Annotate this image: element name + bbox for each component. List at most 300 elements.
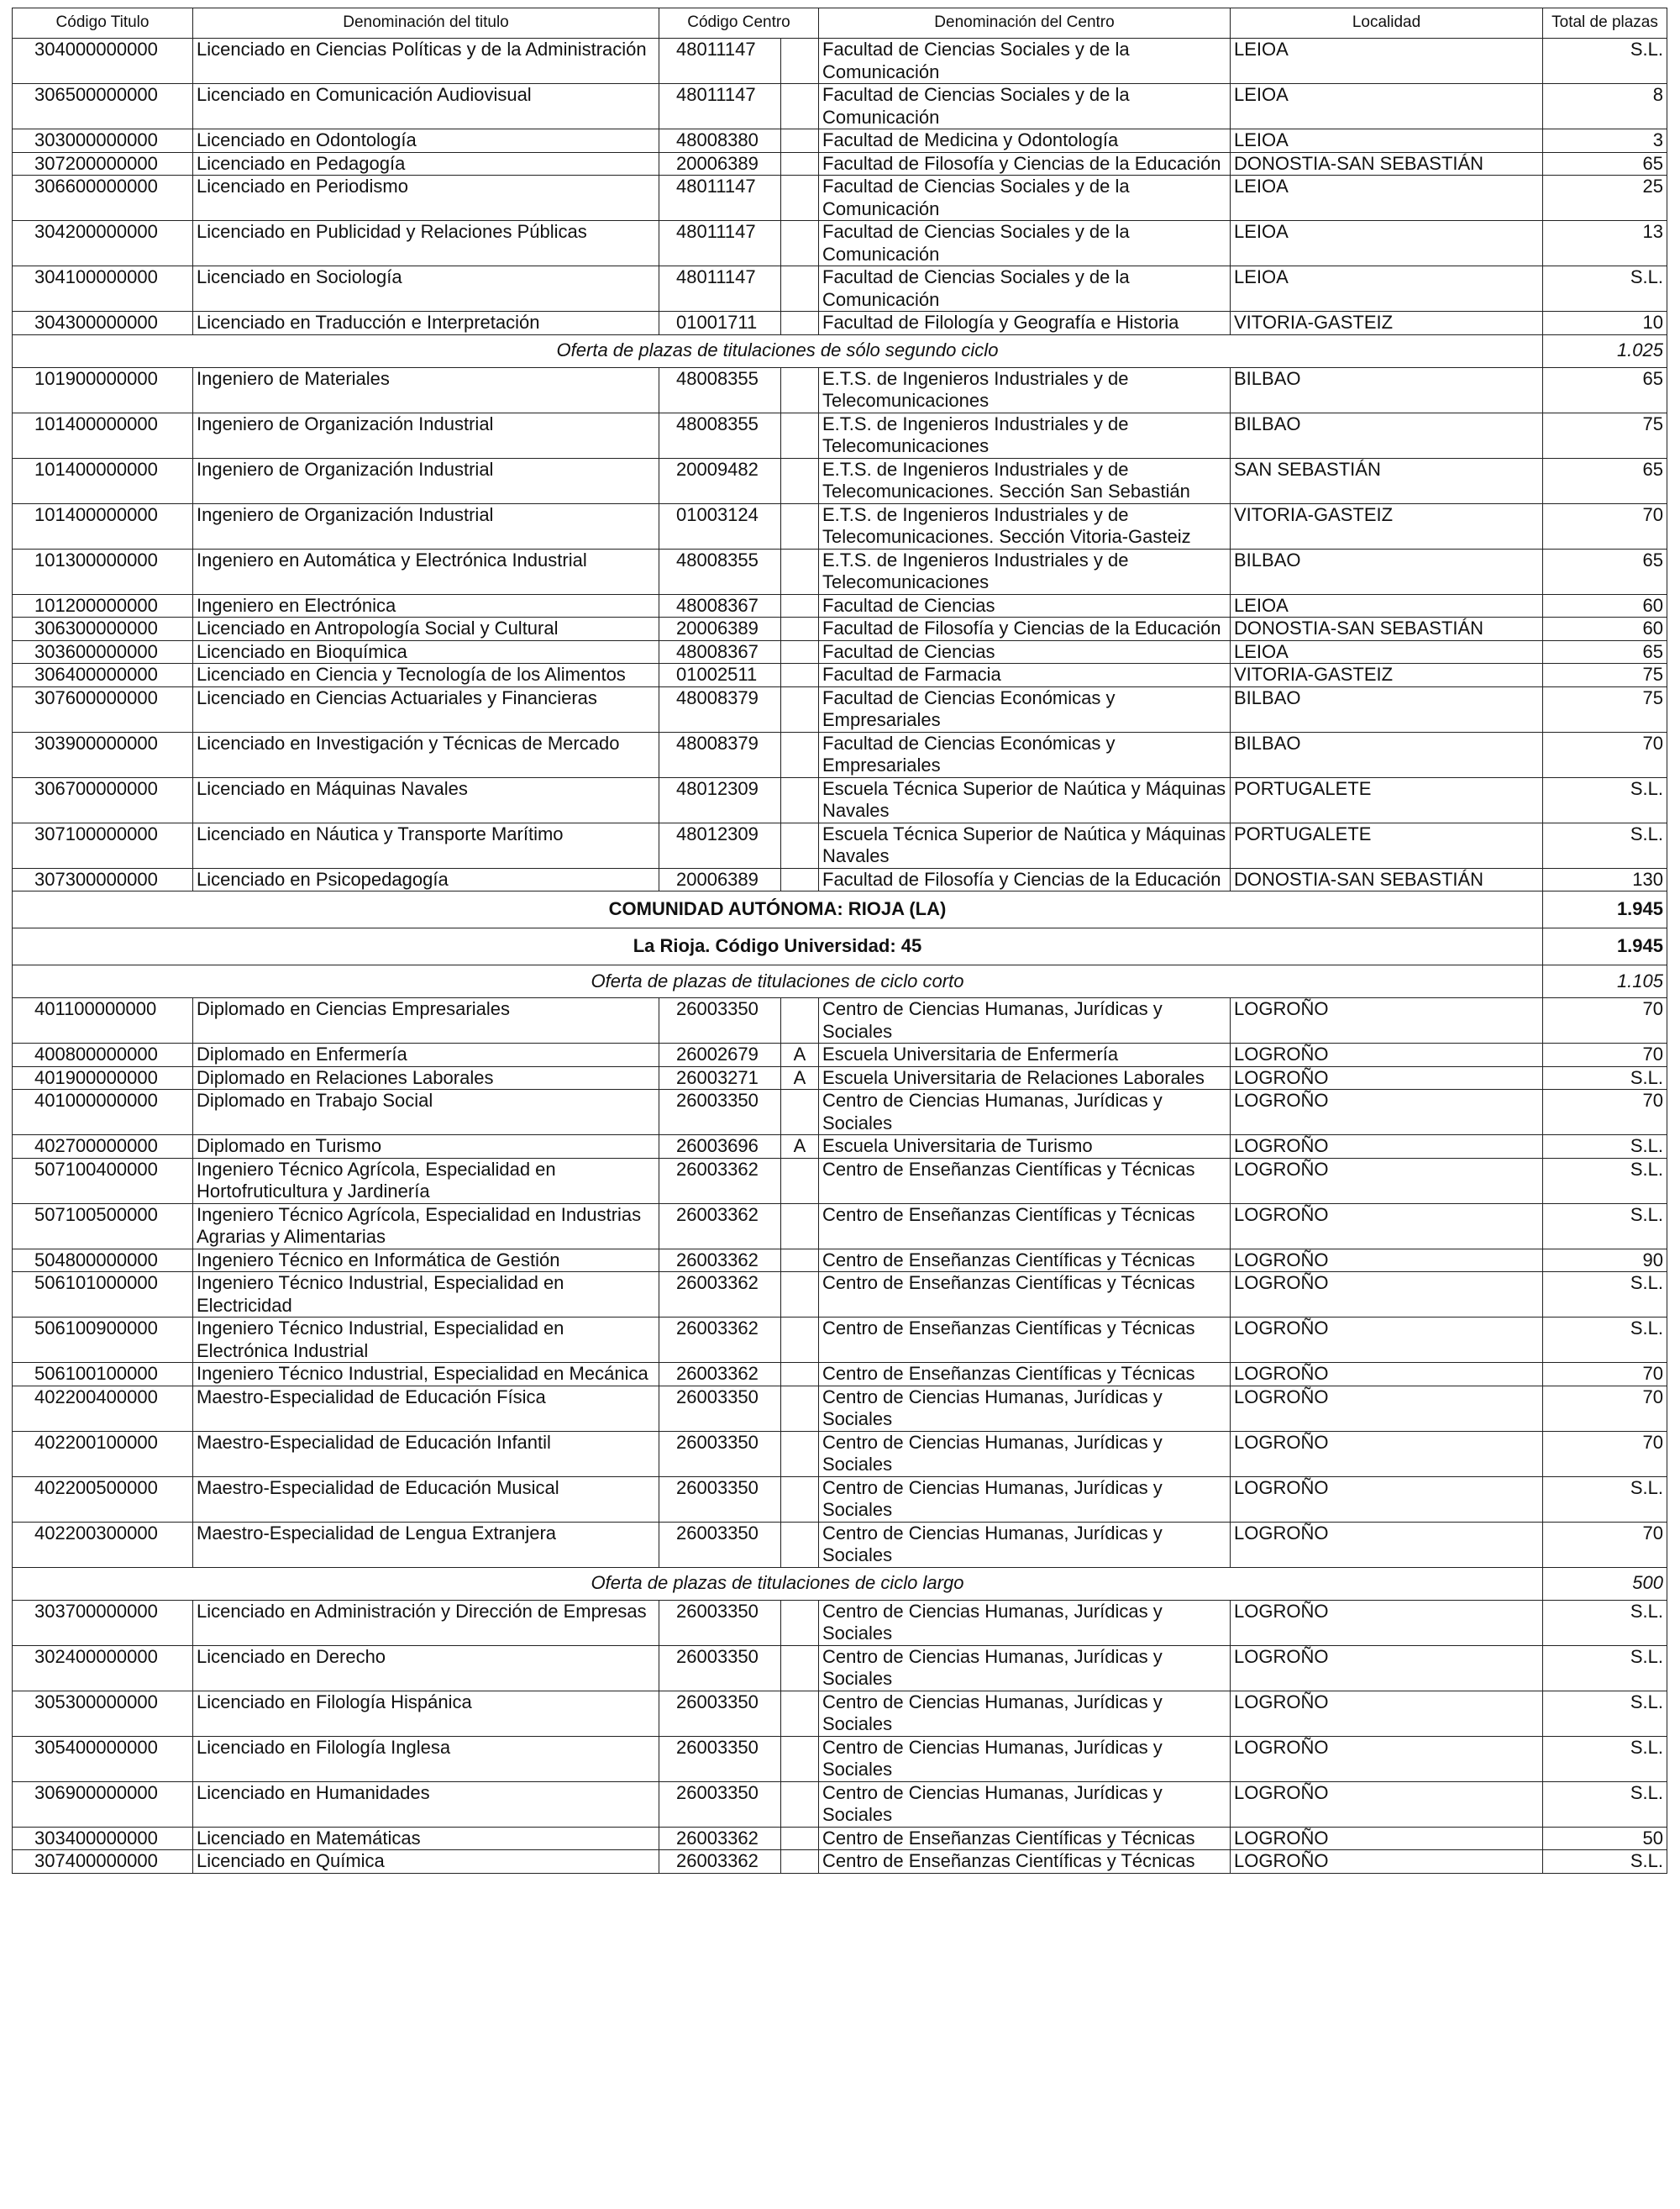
flag-cell: [781, 1736, 819, 1781]
localidad-cell: LOGROÑO: [1231, 1476, 1543, 1522]
total-plazas-cell: 75: [1543, 686, 1667, 732]
codigo-titulo-cell: 302400000000: [13, 1645, 193, 1691]
flag-cell: [781, 1827, 819, 1850]
denominacion-centro-cell: E.T.S. de Ingenieros Industriales y de Telecomunicaciones. Sección San Sebastián: [819, 458, 1231, 503]
localidad-cell: LOGROÑO: [1231, 1827, 1543, 1850]
total-plazas-cell: 70: [1543, 1522, 1667, 1567]
total-plazas-cell: 70: [1543, 998, 1667, 1044]
denominacion-centro-cell: Centro de Enseñanzas Científicas y Técnicas: [819, 1249, 1231, 1272]
denominacion-centro-cell: E.T.S. de Ingenieros Industriales y de Telecomunicaciones: [819, 549, 1231, 594]
total-plazas-cell: S.L.: [1543, 266, 1667, 312]
localidad-cell: VITORIA-GASTEIZ: [1231, 503, 1543, 549]
codigo-titulo-cell: 507100400000: [13, 1158, 193, 1203]
denominacion-titulo-cell: Licenciado en Odontología: [193, 129, 659, 153]
total-plazas-cell: 70: [1543, 1363, 1667, 1386]
denominacion-titulo-cell: Ingeniero Técnico Industrial, Especialidad en Electrónica Industrial: [193, 1318, 659, 1363]
localidad-cell: LEIOA: [1231, 266, 1543, 312]
localidad-cell: LOGROÑO: [1231, 1850, 1543, 1874]
codigo-centro-cell: 48008355: [659, 413, 781, 458]
codigo-centro-cell: 26003362: [659, 1249, 781, 1272]
table-row: [13, 1363, 1667, 1386]
flag-cell: [781, 664, 819, 687]
denominacion-centro-cell: Facultad de Ciencias: [819, 640, 1231, 664]
flag-cell: [781, 549, 819, 594]
flag-cell: [781, 39, 819, 84]
denominacion-centro-cell: Centro de Ciencias Humanas, Jurídicas y Sociales: [819, 1691, 1231, 1736]
total-plazas-cell: 70: [1543, 1386, 1667, 1431]
table-row: [13, 129, 1667, 153]
total-plazas-cell: 13: [1543, 221, 1667, 266]
denominacion-titulo-cell: Ingeniero de Materiales: [193, 367, 659, 413]
total-plazas-cell: 70: [1543, 1431, 1667, 1476]
codigo-centro-cell: 48011147: [659, 266, 781, 312]
table-row: [13, 152, 1667, 176]
denominacion-titulo-cell: Licenciado en Derecho: [193, 1645, 659, 1691]
total-plazas-cell: S.L.: [1543, 823, 1667, 868]
codigo-titulo-cell: 303600000000: [13, 640, 193, 664]
total-plazas-cell: 75: [1543, 664, 1667, 687]
total-plazas-cell: S.L.: [1543, 39, 1667, 84]
denominacion-titulo-cell: Licenciado en Máquinas Navales: [193, 777, 659, 823]
denominacion-titulo-cell: Ingeniero Técnico Industrial, Especialidad en Mecánica: [193, 1363, 659, 1386]
denominacion-centro-cell: Centro de Enseñanzas Científicas y Técnicas: [819, 1272, 1231, 1318]
denominacion-centro-cell: Centro de Ciencias Humanas, Jurídicas y Sociales: [819, 1522, 1231, 1567]
localidad-cell: LOGROÑO: [1231, 1158, 1543, 1203]
localidad-cell: LOGROÑO: [1231, 1736, 1543, 1781]
denominacion-centro-cell: Escuela Universitaria de Enfermería: [819, 1044, 1231, 1067]
total-plazas-cell: S.L.: [1543, 1781, 1667, 1827]
localidad-cell: PORTUGALETE: [1231, 777, 1543, 823]
table-row: [13, 1272, 1667, 1318]
codigo-centro-cell: 48011147: [659, 221, 781, 266]
denominacion-titulo-cell: Ingeniero en Electrónica: [193, 594, 659, 618]
localidad-cell: LOGROÑO: [1231, 1135, 1543, 1159]
codigo-titulo-cell: 402200300000: [13, 1522, 193, 1567]
denominacion-titulo-cell: Licenciado en Sociología: [193, 266, 659, 312]
codigo-centro-cell: 26003350: [659, 1781, 781, 1827]
codigo-titulo-cell: 101400000000: [13, 458, 193, 503]
flag-cell: [781, 503, 819, 549]
total-plazas-cell: 65: [1543, 640, 1667, 664]
flag-cell: [781, 1431, 819, 1476]
codigo-titulo-cell: 402700000000: [13, 1135, 193, 1159]
codigo-titulo-cell: 306500000000: [13, 84, 193, 129]
codigo-titulo-cell: 304200000000: [13, 221, 193, 266]
codigo-centro-cell: 48008379: [659, 732, 781, 777]
table-row: [13, 618, 1667, 641]
flag-cell: [781, 1476, 819, 1522]
codigo-titulo-cell: 401900000000: [13, 1066, 193, 1090]
codigo-centro-cell: 48008355: [659, 549, 781, 594]
total-plazas-cell: 130: [1543, 868, 1667, 891]
total-plazas-cell: 65: [1543, 458, 1667, 503]
codigo-centro-cell: 26003362: [659, 1318, 781, 1363]
denominacion-centro-cell: Facultad de Filosofía y Ciencias de la Educación: [819, 868, 1231, 891]
table-row: [13, 1090, 1667, 1135]
denominacion-centro-cell: Facultad de Ciencias Sociales y de la Comunicación: [819, 39, 1231, 84]
codigo-titulo-cell: 101400000000: [13, 503, 193, 549]
table-row: [13, 664, 1667, 687]
flag-cell: [781, 367, 819, 413]
localidad-cell: DONOSTIA-SAN SEBASTIÁN: [1231, 868, 1543, 891]
subsection-label: Oferta de plazas de titulaciones de sólo segundo ciclo: [13, 334, 1543, 367]
total-plazas-cell: 70: [1543, 732, 1667, 777]
table-row: [13, 1158, 1667, 1203]
codigo-centro-cell: 48008379: [659, 686, 781, 732]
denominacion-centro-cell: Facultad de Ciencias Sociales y de la Comunicación: [819, 221, 1231, 266]
codigo-titulo-cell: 307600000000: [13, 686, 193, 732]
codigo-centro-cell: 26003350: [659, 1431, 781, 1476]
total-plazas-cell: 70: [1543, 1090, 1667, 1135]
denominacion-centro-cell: Facultad de Filología y Geografía e Historia: [819, 312, 1231, 335]
flag-cell: [781, 1386, 819, 1431]
total-plazas-cell: S.L.: [1543, 1600, 1667, 1645]
denominacion-titulo-cell: Licenciado en Ciencias Políticas y de la Administración: [193, 39, 659, 84]
localidad-cell: LOGROÑO: [1231, 1203, 1543, 1249]
section-header-row: [13, 891, 1667, 928]
table-row: [13, 1850, 1667, 1874]
table-header-row: [13, 8, 1667, 39]
denominacion-titulo-cell: Ingeniero Técnico Agrícola, Especialidad en Industrias Agrarias y Alimentarias: [193, 1203, 659, 1249]
table-row: [13, 1600, 1667, 1645]
table-row: [13, 503, 1667, 549]
table-row: [13, 367, 1667, 413]
codigo-centro-cell: 26003362: [659, 1203, 781, 1249]
flag-cell: [781, 413, 819, 458]
codigo-titulo-cell: 305400000000: [13, 1736, 193, 1781]
codigo-centro-cell: 26003350: [659, 1691, 781, 1736]
denominacion-titulo-cell: Maestro-Especialidad de Educación Musical: [193, 1476, 659, 1522]
table-row: [13, 458, 1667, 503]
denominacion-titulo-cell: Ingeniero de Organización Industrial: [193, 503, 659, 549]
flag-cell: [781, 152, 819, 176]
flag-cell: [781, 777, 819, 823]
flag-cell: [781, 1203, 819, 1249]
table-row: [13, 1066, 1667, 1090]
denominacion-centro-cell: Centro de Enseñanzas Científicas y Técnicas: [819, 1158, 1231, 1203]
denominacion-titulo-cell: Ingeniero en Automática y Electrónica Industrial: [193, 549, 659, 594]
localidad-cell: VITORIA-GASTEIZ: [1231, 312, 1543, 335]
table-row: [13, 1249, 1667, 1272]
plazas-table: [12, 8, 1667, 1874]
denominacion-centro-cell: Facultad de Ciencias Sociales y de la Comunicación: [819, 266, 1231, 312]
table-row: [13, 777, 1667, 823]
localidad-cell: LOGROÑO: [1231, 1044, 1543, 1067]
table-row: [13, 176, 1667, 221]
denominacion-centro-cell: Centro de Enseñanzas Científicas y Técnicas: [819, 1203, 1231, 1249]
header-total-plazas: Total de plazas: [1543, 8, 1667, 39]
denominacion-titulo-cell: Diplomado en Enfermería: [193, 1044, 659, 1067]
subsection-label: Oferta de plazas de titulaciones de ciclo largo: [13, 1567, 1543, 1600]
flag-cell: [781, 640, 819, 664]
codigo-centro-cell: 26003362: [659, 1272, 781, 1318]
denominacion-centro-cell: Centro de Enseñanzas Científicas y Técnicas: [819, 1850, 1231, 1874]
section-total: 1.945: [1543, 891, 1667, 928]
denominacion-titulo-cell: Licenciado en Ciencia y Tecnología de los Alimentos: [193, 664, 659, 687]
flag-cell: [781, 594, 819, 618]
codigo-centro-cell: 26003696: [659, 1135, 781, 1159]
total-plazas-cell: S.L.: [1543, 1736, 1667, 1781]
codigo-centro-cell: 26003271: [659, 1066, 781, 1090]
flag-cell: [781, 618, 819, 641]
total-plazas-cell: S.L.: [1543, 1135, 1667, 1159]
localidad-cell: LOGROÑO: [1231, 1090, 1543, 1135]
total-plazas-cell: 3: [1543, 129, 1667, 153]
codigo-titulo-cell: 101200000000: [13, 594, 193, 618]
localidad-cell: BILBAO: [1231, 413, 1543, 458]
flag-cell: [781, 266, 819, 312]
table-row: [13, 732, 1667, 777]
codigo-titulo-cell: 306300000000: [13, 618, 193, 641]
codigo-titulo-cell: 303900000000: [13, 732, 193, 777]
codigo-centro-cell: 26002679: [659, 1044, 781, 1067]
denominacion-centro-cell: Facultad de Ciencias Sociales y de la Comunicación: [819, 84, 1231, 129]
codigo-centro-cell: 48008380: [659, 129, 781, 153]
total-plazas-cell: 65: [1543, 367, 1667, 413]
codigo-titulo-cell: 304100000000: [13, 266, 193, 312]
denominacion-titulo-cell: Diplomado en Relaciones Laborales: [193, 1066, 659, 1090]
codigo-centro-cell: 48011147: [659, 39, 781, 84]
denominacion-centro-cell: Centro de Ciencias Humanas, Jurídicas y Sociales: [819, 998, 1231, 1044]
codigo-titulo-cell: 306700000000: [13, 777, 193, 823]
denominacion-titulo-cell: Licenciado en Antropología Social y Cultural: [193, 618, 659, 641]
denominacion-centro-cell: Centro de Ciencias Humanas, Jurídicas y Sociales: [819, 1476, 1231, 1522]
codigo-centro-cell: 26003350: [659, 1645, 781, 1691]
flag-cell: [781, 1600, 819, 1645]
subsection-row: [13, 1567, 1667, 1600]
flag-cell: [781, 1272, 819, 1318]
flag-cell: [781, 312, 819, 335]
denominacion-centro-cell: Facultad de Filosofía y Ciencias de la Educación: [819, 618, 1231, 641]
codigo-titulo-cell: 401100000000: [13, 998, 193, 1044]
localidad-cell: LEIOA: [1231, 129, 1543, 153]
denominacion-titulo-cell: Ingeniero de Organización Industrial: [193, 413, 659, 458]
flag-cell: A: [781, 1066, 819, 1090]
table-body: [13, 39, 1667, 1874]
denominacion-centro-cell: Facultad de Filosofía y Ciencias de la Educación: [819, 152, 1231, 176]
codigo-titulo-cell: 504800000000: [13, 1249, 193, 1272]
flag-cell: [781, 1781, 819, 1827]
codigo-centro-cell: 20006389: [659, 618, 781, 641]
codigo-centro-cell: 48008367: [659, 640, 781, 664]
denominacion-titulo-cell: Licenciado en Traducción e Interpretación: [193, 312, 659, 335]
flag-cell: [781, 176, 819, 221]
flag-cell: [781, 732, 819, 777]
codigo-titulo-cell: 401000000000: [13, 1090, 193, 1135]
codigo-centro-cell: 26003350: [659, 1476, 781, 1522]
localidad-cell: LEIOA: [1231, 84, 1543, 129]
denominacion-titulo-cell: Licenciado en Comunicación Audiovisual: [193, 84, 659, 129]
flag-cell: [781, 1850, 819, 1874]
table-row: [13, 1135, 1667, 1159]
denominacion-titulo-cell: Diplomado en Turismo: [193, 1135, 659, 1159]
codigo-titulo-cell: 307100000000: [13, 823, 193, 868]
total-plazas-cell: S.L.: [1543, 777, 1667, 823]
table-row: [13, 686, 1667, 732]
codigo-centro-cell: 26003362: [659, 1363, 781, 1386]
localidad-cell: LOGROÑO: [1231, 1272, 1543, 1318]
codigo-centro-cell: 48012309: [659, 777, 781, 823]
codigo-titulo-cell: 400800000000: [13, 1044, 193, 1067]
codigo-centro-cell: 26003362: [659, 1158, 781, 1203]
localidad-cell: VITORIA-GASTEIZ: [1231, 664, 1543, 687]
codigo-centro-cell: 48008355: [659, 367, 781, 413]
denominacion-centro-cell: Centro de Ciencias Humanas, Jurídicas y Sociales: [819, 1386, 1231, 1431]
localidad-cell: DONOSTIA-SAN SEBASTIÁN: [1231, 152, 1543, 176]
denominacion-titulo-cell: Maestro-Especialidad de Educación Infantil: [193, 1431, 659, 1476]
denominacion-centro-cell: Centro de Ciencias Humanas, Jurídicas y Sociales: [819, 1431, 1231, 1476]
total-plazas-cell: 50: [1543, 1827, 1667, 1850]
denominacion-centro-cell: Centro de Ciencias Humanas, Jurídicas y Sociales: [819, 1645, 1231, 1691]
denominacion-centro-cell: Facultad de Ciencias Económicas y Empresariales: [819, 732, 1231, 777]
subsection-total: 1.105: [1543, 965, 1667, 998]
denominacion-titulo-cell: Diplomado en Ciencias Empresariales: [193, 998, 659, 1044]
section-label: La Rioja. Código Universidad: 45: [13, 928, 1543, 965]
denominacion-titulo-cell: Licenciado en Humanidades: [193, 1781, 659, 1827]
codigo-titulo-cell: 506100900000: [13, 1318, 193, 1363]
codigo-centro-cell: 20006389: [659, 152, 781, 176]
localidad-cell: LOGROÑO: [1231, 1249, 1543, 1272]
total-plazas-cell: 70: [1543, 1044, 1667, 1067]
denominacion-titulo-cell: Licenciado en Investigación y Técnicas de Mercado: [193, 732, 659, 777]
denominacion-titulo-cell: Licenciado en Periodismo: [193, 176, 659, 221]
localidad-cell: LOGROÑO: [1231, 1066, 1543, 1090]
localidad-cell: LOGROÑO: [1231, 1318, 1543, 1363]
total-plazas-cell: 8: [1543, 84, 1667, 129]
total-plazas-cell: S.L.: [1543, 1066, 1667, 1090]
table-row: [13, 39, 1667, 84]
codigo-titulo-cell: 303400000000: [13, 1827, 193, 1850]
flag-cell: [781, 998, 819, 1044]
codigo-centro-cell: 26003350: [659, 1600, 781, 1645]
table-row: [13, 413, 1667, 458]
denominacion-centro-cell: Facultad de Farmacia: [819, 664, 1231, 687]
codigo-titulo-cell: 303700000000: [13, 1600, 193, 1645]
denominacion-centro-cell: E.T.S. de Ingenieros Industriales y de Telecomunicaciones. Sección Vitoria-Gasteiz: [819, 503, 1231, 549]
header-codigo-centro: Código Centro: [659, 8, 819, 39]
denominacion-centro-cell: Centro de Ciencias Humanas, Jurídicas y Sociales: [819, 1090, 1231, 1135]
denominacion-titulo-cell: Licenciado en Náutica y Transporte Marítimo: [193, 823, 659, 868]
codigo-titulo-cell: 306900000000: [13, 1781, 193, 1827]
codigo-centro-cell: 48011147: [659, 84, 781, 129]
subsection-row: [13, 965, 1667, 998]
denominacion-titulo-cell: Ingeniero Técnico Agrícola, Especialidad en Hortofruticultura y Jardinería: [193, 1158, 659, 1203]
denominacion-centro-cell: Centro de Ciencias Humanas, Jurídicas y Sociales: [819, 1600, 1231, 1645]
denominacion-centro-cell: Facultad de Ciencias Sociales y de la Comunicación: [819, 176, 1231, 221]
codigo-centro-cell: 26003350: [659, 1090, 781, 1135]
total-plazas-cell: S.L.: [1543, 1476, 1667, 1522]
codigo-centro-cell: 01002511: [659, 664, 781, 687]
denominacion-titulo-cell: Licenciado en Publicidad y Relaciones Públicas: [193, 221, 659, 266]
denominacion-centro-cell: E.T.S. de Ingenieros Industriales y de Telecomunicaciones: [819, 367, 1231, 413]
table-row: [13, 1736, 1667, 1781]
localidad-cell: DONOSTIA-SAN SEBASTIÁN: [1231, 618, 1543, 641]
localidad-cell: LOGROÑO: [1231, 1522, 1543, 1567]
table-row: [13, 1318, 1667, 1363]
localidad-cell: LEIOA: [1231, 640, 1543, 664]
denominacion-centro-cell: E.T.S. de Ingenieros Industriales y de Telecomunicaciones: [819, 413, 1231, 458]
flag-cell: [781, 1158, 819, 1203]
table-row: [13, 84, 1667, 129]
total-plazas-cell: S.L.: [1543, 1272, 1667, 1318]
codigo-centro-cell: 48008367: [659, 594, 781, 618]
codigo-titulo-cell: 303000000000: [13, 129, 193, 153]
denominacion-titulo-cell: Licenciado en Matemáticas: [193, 1827, 659, 1850]
localidad-cell: LEIOA: [1231, 176, 1543, 221]
codigo-titulo-cell: 307300000000: [13, 868, 193, 891]
section-total: 1.945: [1543, 928, 1667, 965]
codigo-centro-cell: 26003350: [659, 1736, 781, 1781]
total-plazas-cell: 25: [1543, 176, 1667, 221]
denominacion-titulo-cell: Ingeniero de Organización Industrial: [193, 458, 659, 503]
table-row: [13, 1691, 1667, 1736]
denominacion-titulo-cell: Licenciado en Ciencias Actuariales y Financieras: [193, 686, 659, 732]
total-plazas-cell: 60: [1543, 594, 1667, 618]
denominacion-centro-cell: Centro de Enseñanzas Científicas y Técnicas: [819, 1363, 1231, 1386]
denominacion-centro-cell: Centro de Ciencias Humanas, Jurídicas y Sociales: [819, 1781, 1231, 1827]
codigo-centro-cell: 48012309: [659, 823, 781, 868]
codigo-centro-cell: 48011147: [659, 176, 781, 221]
denominacion-centro-cell: Escuela Técnica Superior de Naútica y Máquinas Navales: [819, 823, 1231, 868]
codigo-titulo-cell: 506101000000: [13, 1272, 193, 1318]
total-plazas-cell: 90: [1543, 1249, 1667, 1272]
table-row: [13, 266, 1667, 312]
localidad-cell: LEIOA: [1231, 221, 1543, 266]
denominacion-titulo-cell: Licenciado en Psicopedagogía: [193, 868, 659, 891]
localidad-cell: SAN SEBASTIÁN: [1231, 458, 1543, 503]
denominacion-titulo-cell: Licenciado en Química: [193, 1850, 659, 1874]
denominacion-titulo-cell: Diplomado en Trabajo Social: [193, 1090, 659, 1135]
codigo-centro-cell: 26003350: [659, 998, 781, 1044]
flag-cell: [781, 1363, 819, 1386]
table-row: [13, 594, 1667, 618]
flag-cell: [781, 1249, 819, 1272]
subsection-label: Oferta de plazas de titulaciones de ciclo corto: [13, 965, 1543, 998]
localidad-cell: LOGROÑO: [1231, 1691, 1543, 1736]
denominacion-centro-cell: Facultad de Ciencias: [819, 594, 1231, 618]
table-row: [13, 1476, 1667, 1522]
header-localidad: Localidad: [1231, 8, 1543, 39]
codigo-titulo-cell: 307200000000: [13, 152, 193, 176]
header-denominacion-titulo: Denominación del titulo: [193, 8, 659, 39]
denominacion-titulo-cell: Maestro-Especialidad de Lengua Extranjera: [193, 1522, 659, 1567]
localidad-cell: LOGROÑO: [1231, 1781, 1543, 1827]
localidad-cell: LEIOA: [1231, 594, 1543, 618]
denominacion-centro-cell: Centro de Enseñanzas Científicas y Técnicas: [819, 1318, 1231, 1363]
total-plazas-cell: 70: [1543, 503, 1667, 549]
localidad-cell: LOGROÑO: [1231, 998, 1543, 1044]
flag-cell: A: [781, 1135, 819, 1159]
denominacion-titulo-cell: Licenciado en Bioquímica: [193, 640, 659, 664]
total-plazas-cell: S.L.: [1543, 1203, 1667, 1249]
denominacion-centro-cell: Facultad de Medicina y Odontología: [819, 129, 1231, 153]
codigo-centro-cell: 20009482: [659, 458, 781, 503]
total-plazas-cell: S.L.: [1543, 1318, 1667, 1363]
localidad-cell: LOGROÑO: [1231, 1645, 1543, 1691]
subsection-row: [13, 334, 1667, 367]
flag-cell: [781, 84, 819, 129]
codigo-centro-cell: 01001711: [659, 312, 781, 335]
table-row: [13, 1044, 1667, 1067]
denominacion-centro-cell: Centro de Enseñanzas Científicas y Técnicas: [819, 1827, 1231, 1850]
table-row: [13, 1431, 1667, 1476]
denominacion-titulo-cell: Ingeniero Técnico Industrial, Especialidad en Electricidad: [193, 1272, 659, 1318]
codigo-titulo-cell: 304000000000: [13, 39, 193, 84]
codigo-titulo-cell: 306600000000: [13, 176, 193, 221]
denominacion-centro-cell: Centro de Ciencias Humanas, Jurídicas y Sociales: [819, 1736, 1231, 1781]
subsection-total: 1.025: [1543, 334, 1667, 367]
table-row: [13, 1386, 1667, 1431]
